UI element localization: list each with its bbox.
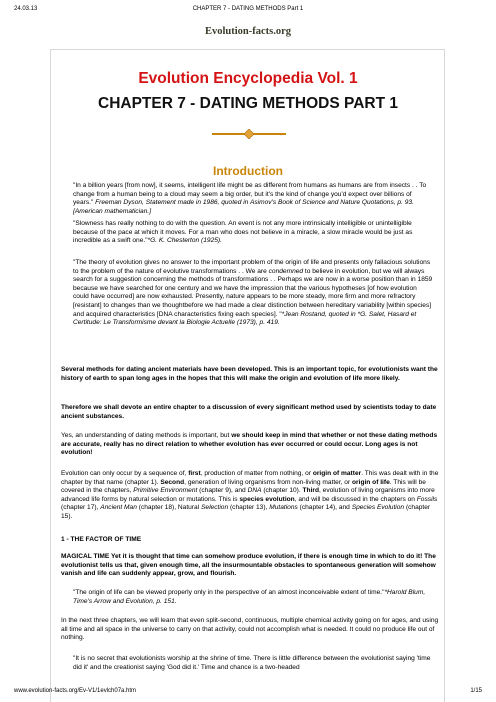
intro-heading: Introduction	[213, 164, 283, 178]
site-name: Evolution-facts.org	[204, 26, 292, 37]
quote-blum	[73, 589, 433, 606]
footer-page-number: 1/15	[470, 688, 482, 694]
section-heading-factor-of-time: 1 - THE FACTOR OF TIME	[61, 536, 142, 543]
chapter-title: CHAPTER 7 - DATING METHODS PART 1	[98, 95, 398, 112]
print-doc-title: CHAPTER 7 - DATING METHODS Part 1	[192, 6, 304, 12]
paragraph-dating-methods: Several methods for dating ancient materials have been developed. This is an important topic, for evolutionists want the history of earth to span long ages in the hopes that this will make the origin and evolution of life more likely.	[61, 366, 438, 382]
print-header	[14, 6, 482, 16]
quote-citation: *Jean Rostand, quoted in *G. Salet, Hasard et Certitude: Le Transformisme devant la Biologie Actuelle (1973), p. 419.	[73, 310, 417, 327]
quote-shrine-of-time: "It is no secret that evolutionists worship at the shrine of time. There is little difference between the evolutionist saying 'time did it' and the creationist saying 'God did it.' Time and chance is a two-headed	[73, 655, 431, 671]
quote-text: "The theory of evolution gives no answer to the important problem of the origin of life and presents only fallacious solutions to the problem of the nature of evolutive transformations . . We are	[73, 259, 431, 275]
quote-rostand	[73, 259, 433, 328]
paragraph-understanding: Yes, an understanding of dating methods is important, but we should keep in mind that whether or not these dating methods are accurate, really has no direct relation to whether evolution has ever occurred or could occur. Long ages is not evolution!	[61, 432, 438, 457]
ornament-divider	[212, 129, 286, 139]
quote-text: "The origin of life can be viewed properly only in the perspective of an almost inconceivable extent of time."	[73, 589, 385, 596]
quote-dyson	[73, 182, 433, 216]
quote-text: "In a billion years [from now], it seems, intelligent life might be as different from humans as humans are from insects . . To change from a human being to a cloud may seem a big order, but it's the kind of change you'd expect over billions of years."	[73, 182, 427, 207]
quote-citation: *G. K. Chesterton (1925).	[147, 237, 222, 245]
quote-text: to believe in evolution, but we will always search for a suggestion concerning the methods of transformations . . Perhaps we are now in a worse position than in 1859 because we have searched for one century and we have the impression that the various hypotheses [of how evolution could have occurred] are now exhausted. Presently, nature appears to be more steady, more firm and more refractory [resistant] to changes than we thoughtbefore we had made a clear distinction between hereditary variability [within species] and acquired characteristics [DNA characteristics fixing each species]. "	[73, 267, 433, 318]
footer-url: www.evolution-facts.org/Ev-V1/1evlch07a.htm	[14, 688, 137, 694]
paragraph-next-chapters: In the next three chapters, we will learn that even split-second, continuous, multiple chemical activity going on for ages, and using all time and all space in the universe to carry on that activity, could not accomplish what is needed. It could no produce life out of nothing.	[61, 617, 439, 642]
quote-emphasis: condemned	[268, 267, 304, 275]
paragraph-sequence: Evolution can only occur by a sequence of, first, production of matter from nothing, or origin of matter. This was dealt with in the chapter by that name (chapter 1). Second, generation of living organisms from non-living matter, or origin of life. This will be covered in the chapters, Primitive Environment (chapter 9), and DNA (chapter 10). Third, evolution of living organisms into more advanced life forms by natural selection or mutations. This is species evolution, and will be discussed in the chapters on Fossils (chapter 17), Ancient Man (chapter 18), Natural Selection (chapter 13), Mutations (chapter 14), and Species Evolution (chapter 15).	[61, 470, 439, 520]
book-title: Evolution Encyclopedia Vol. 1	[138, 70, 358, 87]
divider-diamond	[244, 129, 254, 139]
paragraph-magical-time: MAGICAL TIME Yet it is thought that time can somehow produce evolution, if there is enough time in which to do it! The evolutionist tells us that, given enough time, all the insurmountable obstacles to spontaneous generation will somehow vanish and life can suddenly appear, grow, and flourish.	[61, 553, 436, 578]
print-date: 24.03.13	[14, 6, 38, 12]
quote-text: "Slowness has really nothing to do with the question. An event is not any more intrinsically intelligible or unintelligible because of the pace at which it moves. For a man who does not believe in a miracle, a slow miracle would be just as incredible as a swift one."	[73, 220, 413, 245]
quote-citation: Freeman Dyson, Statement made in 1986, quoted in Asimov's Book of Science and Nature Quotations, p. 93. [American mathematician.]	[73, 199, 414, 215]
quote-chesterton	[73, 220, 433, 246]
quote-citation: *Harold Blum, Time's Arrow and Evolution, p. 151.	[73, 589, 426, 605]
paragraph-chapter-purpose: Therefore we shall devote an entire chapter to a discussion of every significant method used by scientists today to date ancient substances.	[61, 404, 437, 420]
print-footer	[14, 688, 482, 694]
